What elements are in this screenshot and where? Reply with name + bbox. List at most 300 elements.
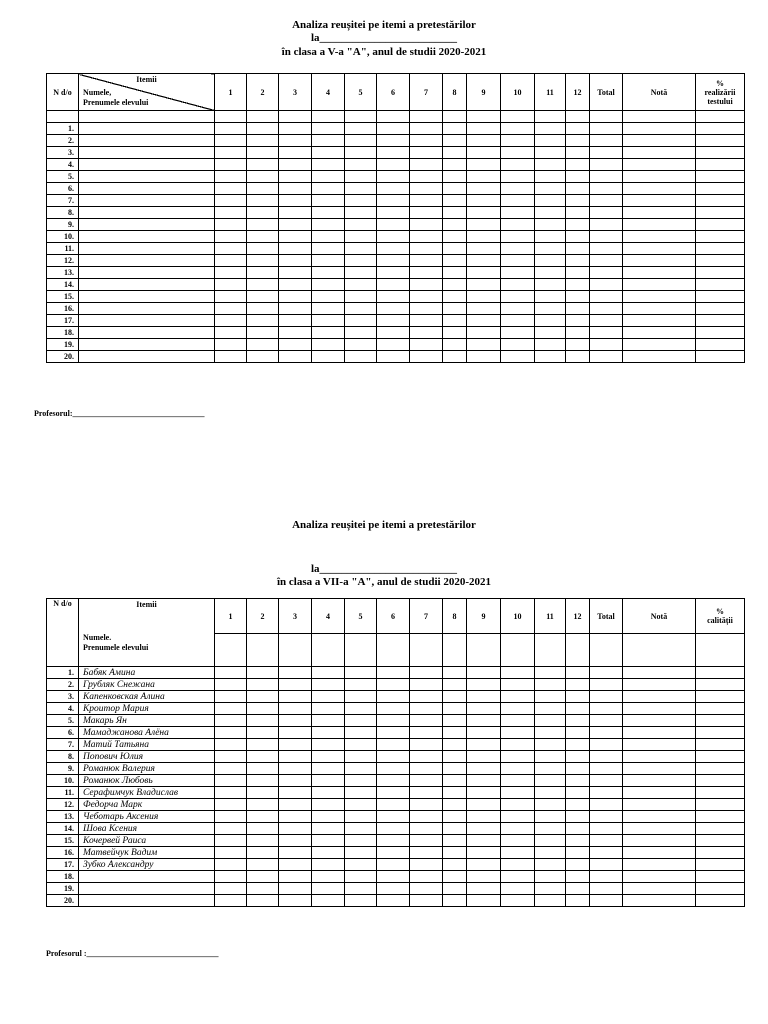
score-cell[interactable] (623, 859, 696, 871)
score-cell[interactable] (623, 787, 696, 799)
score-cell[interactable] (696, 135, 745, 147)
score-cell[interactable] (410, 243, 443, 255)
score-cell[interactable] (377, 159, 410, 171)
score-cell[interactable] (279, 811, 312, 823)
score-cell[interactable] (501, 751, 535, 763)
score-cell[interactable] (312, 703, 345, 715)
score-cell[interactable] (443, 195, 467, 207)
score-cell[interactable] (377, 727, 410, 739)
score-cell[interactable] (696, 775, 745, 787)
score-cell[interactable] (345, 219, 377, 231)
score-cell[interactable] (467, 871, 501, 883)
score-cell[interactable] (535, 291, 566, 303)
score-cell[interactable] (623, 171, 696, 183)
score-cell[interactable] (590, 883, 623, 895)
score-cell[interactable] (696, 219, 745, 231)
score-cell[interactable] (696, 895, 745, 907)
score-cell[interactable] (443, 339, 467, 351)
score-cell[interactable] (467, 823, 501, 835)
score-cell[interactable] (215, 883, 247, 895)
score-cell[interactable] (410, 775, 443, 787)
score-cell[interactable] (247, 279, 279, 291)
score-cell[interactable] (345, 339, 377, 351)
score-cell[interactable] (410, 147, 443, 159)
score-cell[interactable] (623, 847, 696, 859)
score-cell[interactable] (345, 135, 377, 147)
score-cell[interactable] (623, 255, 696, 267)
score-cell[interactable] (623, 895, 696, 907)
score-cell[interactable] (215, 763, 247, 775)
score-cell[interactable] (312, 219, 345, 231)
student-name-cell[interactable] (79, 291, 215, 303)
score-cell[interactable] (377, 835, 410, 847)
score-cell[interactable] (535, 679, 566, 691)
score-cell[interactable] (312, 715, 345, 727)
student-name-cell[interactable]: Шова Ксения (79, 823, 215, 835)
score-cell[interactable] (501, 667, 535, 679)
score-cell[interactable] (623, 327, 696, 339)
score-cell[interactable] (312, 207, 345, 219)
score-cell[interactable] (247, 291, 279, 303)
student-name-cell[interactable] (79, 327, 215, 339)
score-cell[interactable] (312, 811, 345, 823)
score-cell[interactable] (312, 871, 345, 883)
score-cell[interactable] (410, 339, 443, 351)
score-cell[interactable] (345, 739, 377, 751)
score-cell[interactable] (377, 883, 410, 895)
score-cell[interactable] (312, 859, 345, 871)
score-cell[interactable] (215, 291, 247, 303)
score-cell[interactable] (696, 243, 745, 255)
score-cell[interactable] (467, 231, 501, 243)
score-cell[interactable] (623, 739, 696, 751)
score-cell[interactable] (215, 315, 247, 327)
score-cell[interactable] (467, 715, 501, 727)
score-cell[interactable] (247, 231, 279, 243)
score-cell[interactable] (279, 315, 312, 327)
score-cell[interactable] (535, 267, 566, 279)
student-name-cell[interactable] (79, 883, 215, 895)
score-cell[interactable] (566, 715, 590, 727)
score-cell[interactable] (467, 775, 501, 787)
score-cell[interactable] (501, 799, 535, 811)
student-name-cell[interactable]: Чеботарь Аксения (79, 811, 215, 823)
student-name-cell[interactable] (79, 279, 215, 291)
score-cell[interactable] (590, 811, 623, 823)
score-cell[interactable] (566, 123, 590, 135)
score-cell[interactable] (501, 351, 535, 363)
score-cell[interactable] (247, 847, 279, 859)
score-cell[interactable] (696, 255, 745, 267)
score-cell[interactable] (279, 171, 312, 183)
score-cell[interactable] (247, 751, 279, 763)
score-cell[interactable] (312, 255, 345, 267)
score-cell[interactable] (247, 207, 279, 219)
score-cell[interactable] (590, 823, 623, 835)
score-cell[interactable] (247, 739, 279, 751)
score-cell[interactable] (443, 279, 467, 291)
score-cell[interactable] (377, 339, 410, 351)
score-cell[interactable] (590, 667, 623, 679)
score-cell[interactable] (215, 859, 247, 871)
score-cell[interactable] (467, 351, 501, 363)
score-cell[interactable] (345, 679, 377, 691)
score-cell[interactable] (467, 691, 501, 703)
score-cell[interactable] (696, 883, 745, 895)
score-cell[interactable] (312, 667, 345, 679)
score-cell[interactable] (590, 703, 623, 715)
score-cell[interactable] (535, 231, 566, 243)
score-cell[interactable] (279, 703, 312, 715)
score-cell[interactable] (247, 859, 279, 871)
student-name-cell[interactable]: Грубляк Снежана (79, 679, 215, 691)
score-cell[interactable] (590, 835, 623, 847)
score-cell[interactable] (535, 691, 566, 703)
score-cell[interactable] (501, 171, 535, 183)
score-cell[interactable] (566, 895, 590, 907)
score-cell[interactable] (312, 775, 345, 787)
score-cell[interactable] (312, 123, 345, 135)
score-cell[interactable] (443, 267, 467, 279)
score-cell[interactable] (501, 787, 535, 799)
score-cell[interactable] (566, 799, 590, 811)
score-cell[interactable] (377, 231, 410, 243)
score-cell[interactable] (247, 339, 279, 351)
score-cell[interactable] (345, 171, 377, 183)
score-cell[interactable] (566, 751, 590, 763)
score-cell[interactable] (535, 835, 566, 847)
score-cell[interactable] (501, 267, 535, 279)
student-name-cell[interactable] (79, 339, 215, 351)
score-cell[interactable] (535, 303, 566, 315)
score-cell[interactable] (215, 787, 247, 799)
score-cell[interactable] (443, 231, 467, 243)
score-cell[interactable] (696, 739, 745, 751)
score-cell[interactable] (443, 327, 467, 339)
score-cell[interactable] (590, 327, 623, 339)
score-cell[interactable] (590, 195, 623, 207)
score-cell[interactable] (623, 835, 696, 847)
score-cell[interactable] (215, 751, 247, 763)
score-cell[interactable] (377, 255, 410, 267)
score-cell[interactable] (623, 303, 696, 315)
score-cell[interactable] (623, 267, 696, 279)
score-cell[interactable] (535, 763, 566, 775)
score-cell[interactable] (410, 823, 443, 835)
score-cell[interactable] (467, 787, 501, 799)
score-cell[interactable] (345, 351, 377, 363)
score-cell[interactable] (590, 315, 623, 327)
score-cell[interactable] (535, 327, 566, 339)
score-cell[interactable] (215, 703, 247, 715)
score-cell[interactable] (696, 727, 745, 739)
score-cell[interactable] (566, 727, 590, 739)
score-cell[interactable] (377, 351, 410, 363)
score-cell[interactable] (279, 883, 312, 895)
score-cell[interactable] (345, 799, 377, 811)
score-cell[interactable] (279, 739, 312, 751)
score-cell[interactable] (623, 883, 696, 895)
score-cell[interactable] (443, 159, 467, 171)
score-cell[interactable] (467, 183, 501, 195)
score-cell[interactable] (247, 315, 279, 327)
score-cell[interactable] (623, 291, 696, 303)
score-cell[interactable] (501, 315, 535, 327)
score-cell[interactable] (590, 255, 623, 267)
score-cell[interactable] (410, 123, 443, 135)
score-cell[interactable] (467, 679, 501, 691)
score-cell[interactable] (279, 243, 312, 255)
score-cell[interactable] (345, 231, 377, 243)
score-cell[interactable] (345, 727, 377, 739)
score-cell[interactable] (247, 351, 279, 363)
score-cell[interactable] (279, 195, 312, 207)
score-cell[interactable] (566, 291, 590, 303)
student-name-cell[interactable] (79, 147, 215, 159)
score-cell[interactable] (696, 267, 745, 279)
score-cell[interactable] (247, 823, 279, 835)
student-name-cell[interactable]: Кочервей Раиса (79, 835, 215, 847)
score-cell[interactable] (312, 267, 345, 279)
score-cell[interactable] (535, 715, 566, 727)
score-cell[interactable] (566, 351, 590, 363)
score-cell[interactable] (377, 895, 410, 907)
score-cell[interactable] (345, 703, 377, 715)
score-cell[interactable] (215, 255, 247, 267)
score-cell[interactable] (279, 231, 312, 243)
score-cell[interactable] (215, 195, 247, 207)
score-cell[interactable] (501, 147, 535, 159)
score-cell[interactable] (377, 691, 410, 703)
score-cell[interactable] (410, 207, 443, 219)
score-cell[interactable] (279, 787, 312, 799)
score-cell[interactable] (467, 835, 501, 847)
score-cell[interactable] (312, 739, 345, 751)
score-cell[interactable] (443, 123, 467, 135)
score-cell[interactable] (345, 859, 377, 871)
score-cell[interactable] (590, 895, 623, 907)
score-cell[interactable] (467, 751, 501, 763)
score-cell[interactable] (501, 691, 535, 703)
score-cell[interactable] (535, 255, 566, 267)
score-cell[interactable] (590, 799, 623, 811)
score-cell[interactable] (410, 195, 443, 207)
score-cell[interactable] (535, 243, 566, 255)
score-cell[interactable] (312, 883, 345, 895)
score-cell[interactable] (443, 883, 467, 895)
score-cell[interactable] (623, 207, 696, 219)
score-cell[interactable] (535, 871, 566, 883)
score-cell[interactable] (345, 147, 377, 159)
score-cell[interactable] (696, 667, 745, 679)
score-cell[interactable] (566, 739, 590, 751)
score-cell[interactable] (345, 895, 377, 907)
score-cell[interactable] (535, 159, 566, 171)
score-cell[interactable] (279, 267, 312, 279)
score-cell[interactable] (623, 799, 696, 811)
score-cell[interactable] (410, 171, 443, 183)
score-cell[interactable] (247, 255, 279, 267)
score-cell[interactable] (566, 811, 590, 823)
score-cell[interactable] (377, 219, 410, 231)
score-cell[interactable] (501, 763, 535, 775)
score-cell[interactable] (623, 823, 696, 835)
score-cell[interactable] (215, 147, 247, 159)
score-cell[interactable] (443, 799, 467, 811)
score-cell[interactable] (215, 351, 247, 363)
score-cell[interactable] (535, 135, 566, 147)
score-cell[interactable] (443, 751, 467, 763)
student-name-cell[interactable] (79, 135, 215, 147)
score-cell[interactable] (590, 679, 623, 691)
score-cell[interactable] (279, 135, 312, 147)
score-cell[interactable] (467, 171, 501, 183)
score-cell[interactable] (467, 243, 501, 255)
score-cell[interactable] (590, 123, 623, 135)
score-cell[interactable] (279, 219, 312, 231)
score-cell[interactable] (443, 835, 467, 847)
score-cell[interactable] (623, 315, 696, 327)
score-cell[interactable] (247, 763, 279, 775)
student-name-cell[interactable]: Матвейчук Вадим (79, 847, 215, 859)
score-cell[interactable] (566, 871, 590, 883)
student-name-cell[interactable] (79, 303, 215, 315)
score-cell[interactable] (312, 895, 345, 907)
score-cell[interactable] (410, 303, 443, 315)
score-cell[interactable] (696, 351, 745, 363)
score-cell[interactable] (566, 171, 590, 183)
score-cell[interactable] (535, 799, 566, 811)
score-cell[interactable] (312, 823, 345, 835)
score-cell[interactable] (410, 859, 443, 871)
score-cell[interactable] (247, 799, 279, 811)
score-cell[interactable] (696, 147, 745, 159)
score-cell[interactable] (377, 871, 410, 883)
score-cell[interactable] (443, 171, 467, 183)
score-cell[interactable] (215, 823, 247, 835)
student-name-cell[interactable]: Попович Юлия (79, 751, 215, 763)
score-cell[interactable] (501, 291, 535, 303)
score-cell[interactable] (566, 339, 590, 351)
score-cell[interactable] (410, 799, 443, 811)
score-cell[interactable] (312, 787, 345, 799)
score-cell[interactable] (247, 195, 279, 207)
score-cell[interactable] (443, 315, 467, 327)
score-cell[interactable] (443, 691, 467, 703)
score-cell[interactable] (443, 847, 467, 859)
score-cell[interactable] (377, 243, 410, 255)
score-cell[interactable] (377, 811, 410, 823)
score-cell[interactable] (623, 219, 696, 231)
score-cell[interactable] (566, 775, 590, 787)
score-cell[interactable] (566, 691, 590, 703)
score-cell[interactable] (623, 679, 696, 691)
score-cell[interactable] (345, 871, 377, 883)
score-cell[interactable] (696, 679, 745, 691)
score-cell[interactable] (443, 715, 467, 727)
score-cell[interactable] (696, 195, 745, 207)
score-cell[interactable] (566, 183, 590, 195)
score-cell[interactable] (566, 303, 590, 315)
score-cell[interactable] (443, 823, 467, 835)
score-cell[interactable] (279, 255, 312, 267)
score-cell[interactable] (590, 751, 623, 763)
score-cell[interactable] (279, 183, 312, 195)
score-cell[interactable] (247, 727, 279, 739)
score-cell[interactable] (410, 219, 443, 231)
score-cell[interactable] (247, 811, 279, 823)
score-cell[interactable] (312, 243, 345, 255)
score-cell[interactable] (566, 315, 590, 327)
score-cell[interactable] (566, 159, 590, 171)
student-name-cell[interactable] (79, 123, 215, 135)
student-name-cell[interactable] (79, 219, 215, 231)
score-cell[interactable] (312, 195, 345, 207)
score-cell[interactable] (345, 751, 377, 763)
score-cell[interactable] (535, 787, 566, 799)
score-cell[interactable] (501, 135, 535, 147)
score-cell[interactable] (410, 255, 443, 267)
score-cell[interactable] (590, 339, 623, 351)
score-cell[interactable] (535, 895, 566, 907)
score-cell[interactable] (696, 763, 745, 775)
score-cell[interactable] (215, 123, 247, 135)
score-cell[interactable] (590, 291, 623, 303)
score-cell[interactable] (443, 219, 467, 231)
score-cell[interactable] (279, 715, 312, 727)
score-cell[interactable] (279, 835, 312, 847)
score-cell[interactable] (696, 811, 745, 823)
score-cell[interactable] (566, 243, 590, 255)
score-cell[interactable] (590, 231, 623, 243)
score-cell[interactable] (696, 315, 745, 327)
student-name-cell[interactable] (79, 255, 215, 267)
score-cell[interactable] (623, 811, 696, 823)
score-cell[interactable] (312, 691, 345, 703)
score-cell[interactable] (590, 715, 623, 727)
score-cell[interactable] (590, 219, 623, 231)
score-cell[interactable] (566, 147, 590, 159)
score-cell[interactable] (590, 847, 623, 859)
score-cell[interactable] (410, 183, 443, 195)
score-cell[interactable] (312, 835, 345, 847)
score-cell[interactable] (566, 135, 590, 147)
score-cell[interactable] (623, 715, 696, 727)
score-cell[interactable] (623, 751, 696, 763)
score-cell[interactable] (501, 219, 535, 231)
score-cell[interactable] (501, 159, 535, 171)
score-cell[interactable] (345, 279, 377, 291)
score-cell[interactable] (377, 291, 410, 303)
score-cell[interactable] (279, 727, 312, 739)
score-cell[interactable] (501, 207, 535, 219)
score-cell[interactable] (443, 135, 467, 147)
score-cell[interactable] (443, 291, 467, 303)
score-cell[interactable] (623, 135, 696, 147)
score-cell[interactable] (247, 883, 279, 895)
score-cell[interactable] (312, 339, 345, 351)
score-cell[interactable] (443, 727, 467, 739)
score-cell[interactable] (215, 835, 247, 847)
score-cell[interactable] (535, 727, 566, 739)
score-cell[interactable] (501, 339, 535, 351)
score-cell[interactable] (377, 171, 410, 183)
score-cell[interactable] (279, 691, 312, 703)
score-cell[interactable] (623, 243, 696, 255)
score-cell[interactable] (377, 799, 410, 811)
score-cell[interactable] (410, 751, 443, 763)
student-name-cell[interactable] (79, 231, 215, 243)
